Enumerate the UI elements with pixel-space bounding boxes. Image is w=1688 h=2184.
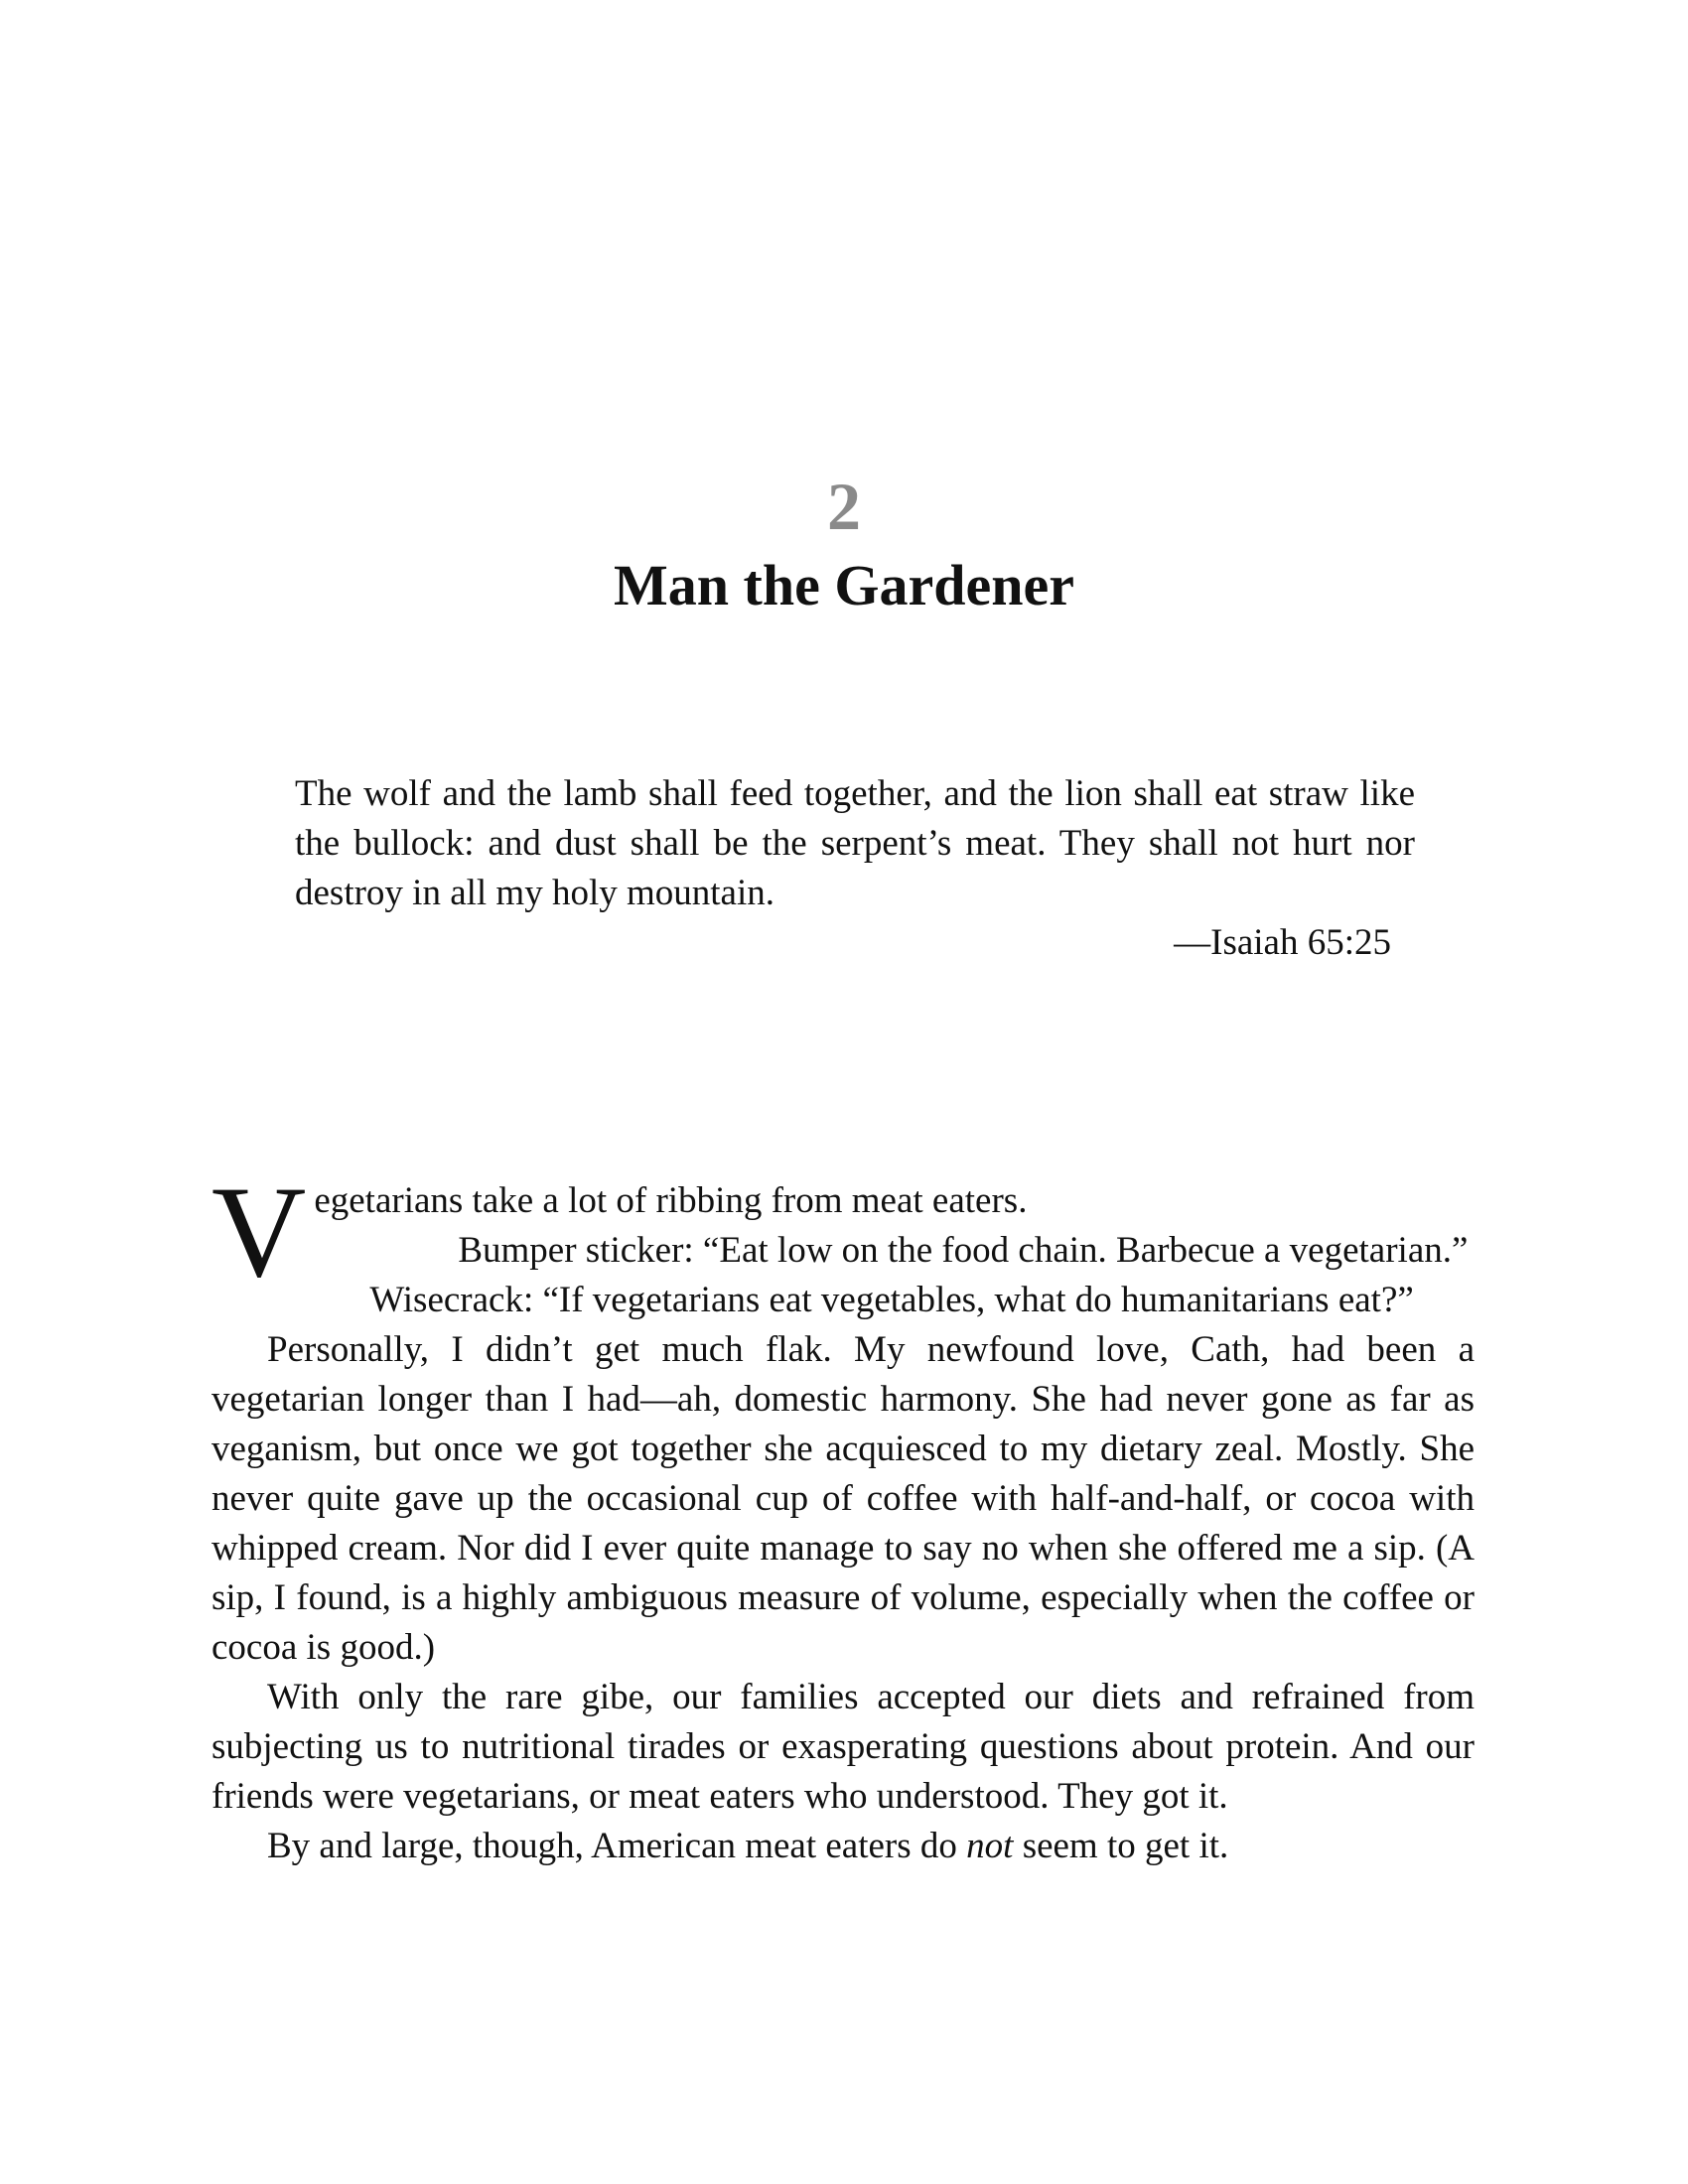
paragraph-2 xyxy=(211,1226,1475,1276)
epigraph-quote: The wolf and the lamb shall feed together, and the lion shall eat straw like the bullock: and dust shall be the serpent’s meat. They shall not hurt nor destroy in all my holy mountain. xyxy=(295,773,1415,913)
paragraph-2-text: Bumper sticker: “Eat low on the food chain. Barbecue a vegetarian.” xyxy=(458,1230,1469,1271)
paragraph-5: With only the rare gibe, our families accepted our diets and refrained from subjecting us to nutritional tirades or exasperating questions about protein. And our friends were vegetarians, or meat eaters who understood. They got it. xyxy=(211,1677,1475,1817)
paragraph-6 xyxy=(211,1822,1475,1871)
epigraph-attribution: —Isaiah 65:25 xyxy=(1174,922,1391,963)
chapter-number: 2 xyxy=(827,469,861,544)
paragraph-1-text: egetarians take a lot of ribbing from meat eaters. xyxy=(314,1180,1028,1221)
paragraph-6-text-after: seem to get it. xyxy=(1013,1826,1229,1866)
drop-cap: V xyxy=(211,1159,307,1304)
paragraph-3: Wisecrack: “If vegetarians eat vegetables, what do humanitarians eat?” xyxy=(369,1280,1414,1320)
paragraph-6-text-before: By and large, though, American meat eaters do xyxy=(267,1826,967,1866)
chapter-title: Man the Gardener xyxy=(614,553,1074,617)
chapter-body xyxy=(211,1159,1475,1871)
paragraph-4: Personally, I didn’t get much flak. My newfound love, Cath, had been a vegetarian longer than I had—ah, domestic harmony. She had never gone as far as veganism, but once we got together she acquiesced to my dietary zeal. Mostly. She never quite gave up the occasional cup of coffee with half-and-half, or cocoa with whipped cream. Nor did I ever quite manage to say no when she offered me a sip. (A sip, I found, is a highly ambiguous measure of volume, especially when the coffee or cocoa is good.) xyxy=(211,1329,1475,1668)
paragraph-6-emphasis: not xyxy=(966,1826,1014,1866)
